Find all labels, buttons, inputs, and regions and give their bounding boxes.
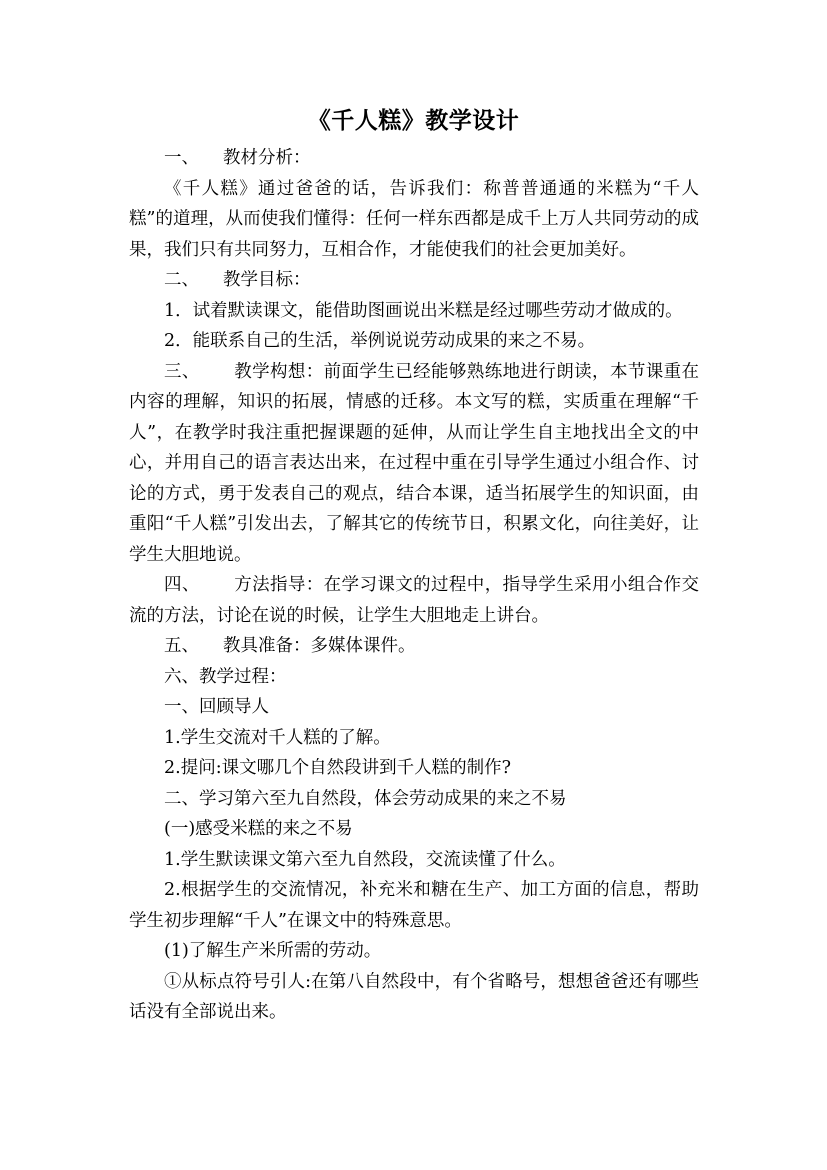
goal-item: 2．能联系自己的生活，举例说说劳动成果的来之不易。 bbox=[164, 331, 596, 351]
section-4-paragraph bbox=[129, 570, 699, 631]
section-1-paragraph: 《千人糕》通过爸爸的话，告诉我们：称普普通通的米糕为“千人糕”的道理，从而使我们懂得：任何一样东西都是成千上万人共同劳动的成果，我们只有共同努力，互相合作，才能使我们的社会更加美好。 bbox=[129, 178, 699, 260]
process-step-heading: 二、学习第六至九自然段，体会劳动成果的来之不易 bbox=[164, 788, 567, 809]
process-item: 1.学生交流对千人糕的了解。 bbox=[164, 727, 391, 748]
document-body bbox=[129, 143, 699, 1028]
process-item: 2.根据学生的交流情况，补充米和糖在生产、加工方面的信息，帮助学生初步理解“千人”在课文中的特殊意思。 bbox=[129, 880, 699, 931]
section-text: 方法指导：在学习课文的过程中，指导学生采用小组合作交流的方法，讨论在说的时候，让学生大胆地走上讲台。 bbox=[129, 575, 700, 626]
process-item: 2.提问:课文哪几个自然段讲到千人糕的制作? bbox=[164, 758, 511, 778]
document-title: 《千人糕》教学设计 bbox=[307, 108, 520, 134]
section-label: 教学目标： bbox=[223, 270, 311, 290]
section-number: 三、 bbox=[164, 361, 200, 382]
process-item: 1.学生默读课文第六至九自然段，交流读懂了什么。 bbox=[164, 849, 566, 870]
section-text: 教具准备：多媒体课件。 bbox=[223, 636, 416, 656]
section-number: 四、 bbox=[164, 575, 200, 595]
section-number: 二、 bbox=[164, 270, 199, 290]
section-6-heading: 六、教学过程： bbox=[164, 666, 287, 687]
section-5-paragraph bbox=[129, 631, 699, 662]
section-text: 教学构想：前面学生已经能够熟练地进行朗读，本节课重在内容的理解，知识的拓展，情感的迁移。本文写的糕，实质重在理解“千人”，在教学时我注重把握课题的延伸，从而让学生自主地找出全文的中心，并用自己的语言表达出来，在过程中重在引导学生通过小组合作、讨论的方式，勇于发表自己的观点，结合本课，适当拓展学生的知识面，由重阳“千人糕”引发出去，了解其它的传统节日，积累文化，向往美好，让学生大胆地说。 bbox=[129, 361, 700, 565]
process-step-heading: 一、回顾导人 bbox=[164, 697, 269, 717]
section-2-heading bbox=[129, 265, 699, 296]
section-number: 一、 bbox=[164, 148, 199, 168]
section-1-heading bbox=[129, 143, 699, 174]
section-number: 五、 bbox=[164, 636, 199, 656]
section-label: 教材分析： bbox=[223, 148, 311, 168]
goal-item: 1．试着默读课文，能借助图画说出米糕是经过哪些劳动才做成的。 bbox=[164, 300, 683, 321]
process-item: (1)了解生产米所需的劳动。 bbox=[164, 941, 382, 961]
section-3-paragraph bbox=[129, 357, 699, 571]
process-subheading: (一)感受米糕的来之不易 bbox=[164, 819, 353, 839]
process-item: ①从标点符号引人:在第八自然段中，有个省略号，想想爸爸还有哪些话没有全部说出来。 bbox=[129, 971, 699, 1022]
